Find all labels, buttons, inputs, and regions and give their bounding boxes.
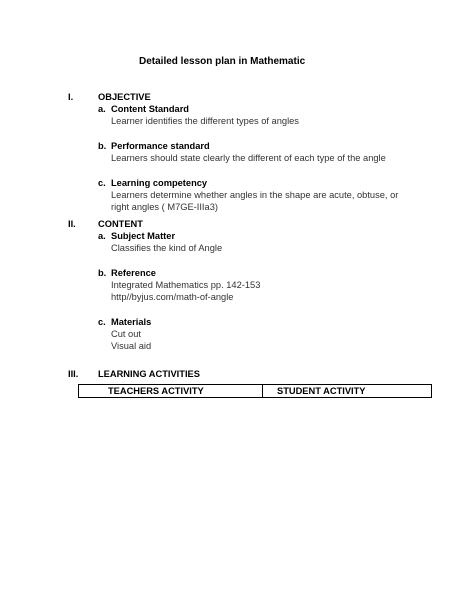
content-item-reference (98, 267, 448, 303)
item-text: Learners determine whether angles in the shape are acute, obtuse, or (111, 190, 399, 200)
objective-item-learning-competency (98, 177, 448, 213)
item-text: right angles ( M7GE-IIIa3) (111, 202, 218, 212)
section-numeral: I. (68, 92, 74, 102)
section-objective (68, 91, 448, 213)
item-title: Performance standard (111, 141, 210, 151)
item-title: Content Standard (111, 104, 189, 114)
activity-table (78, 384, 432, 398)
student-activity-header: STUDENT ACTIVITY (277, 386, 366, 396)
section-content (68, 218, 448, 352)
section-title: LEARNING ACTIVITIES (98, 369, 200, 379)
page-title: Detailed lesson plan in Mathematic (139, 56, 306, 67)
content-item-subject-matter (98, 230, 448, 254)
item-letter: a. (98, 231, 106, 241)
section-learning-activities (68, 368, 448, 380)
item-text: Learner identifies the different types of angles (111, 116, 299, 126)
objective-item-performance-standard (98, 140, 448, 164)
teachers-activity-header: TEACHERS ACTIVITY (79, 385, 263, 397)
content-item-materials (98, 316, 448, 352)
item-text: Classifies the kind of Angle (111, 243, 223, 253)
item-text: Learners should state clearly the different of each type of the angle (111, 153, 386, 163)
item-title: Materials (111, 317, 152, 327)
section-title: OBJECTIVE (98, 92, 151, 102)
objective-item-content-standard (98, 103, 448, 127)
item-text: Integrated Mathematics pp. 142-153 (111, 280, 261, 290)
item-letter: c. (98, 178, 106, 188)
section-numeral: II. (68, 219, 76, 229)
section-numeral: III. (68, 369, 79, 379)
reference-link: http//byjus.com/math-of-angle (111, 292, 234, 302)
item-letter: c. (98, 317, 106, 327)
item-text: Cut out (111, 329, 141, 339)
item-title: Reference (111, 268, 156, 278)
item-title: Learning competency (111, 178, 208, 188)
item-letter: b. (98, 141, 107, 151)
item-letter: a. (98, 104, 106, 114)
section-title: CONTENT (98, 219, 143, 229)
item-title: Subject Matter (111, 231, 176, 241)
item-letter: b. (98, 268, 107, 278)
item-text: Visual aid (111, 341, 152, 351)
